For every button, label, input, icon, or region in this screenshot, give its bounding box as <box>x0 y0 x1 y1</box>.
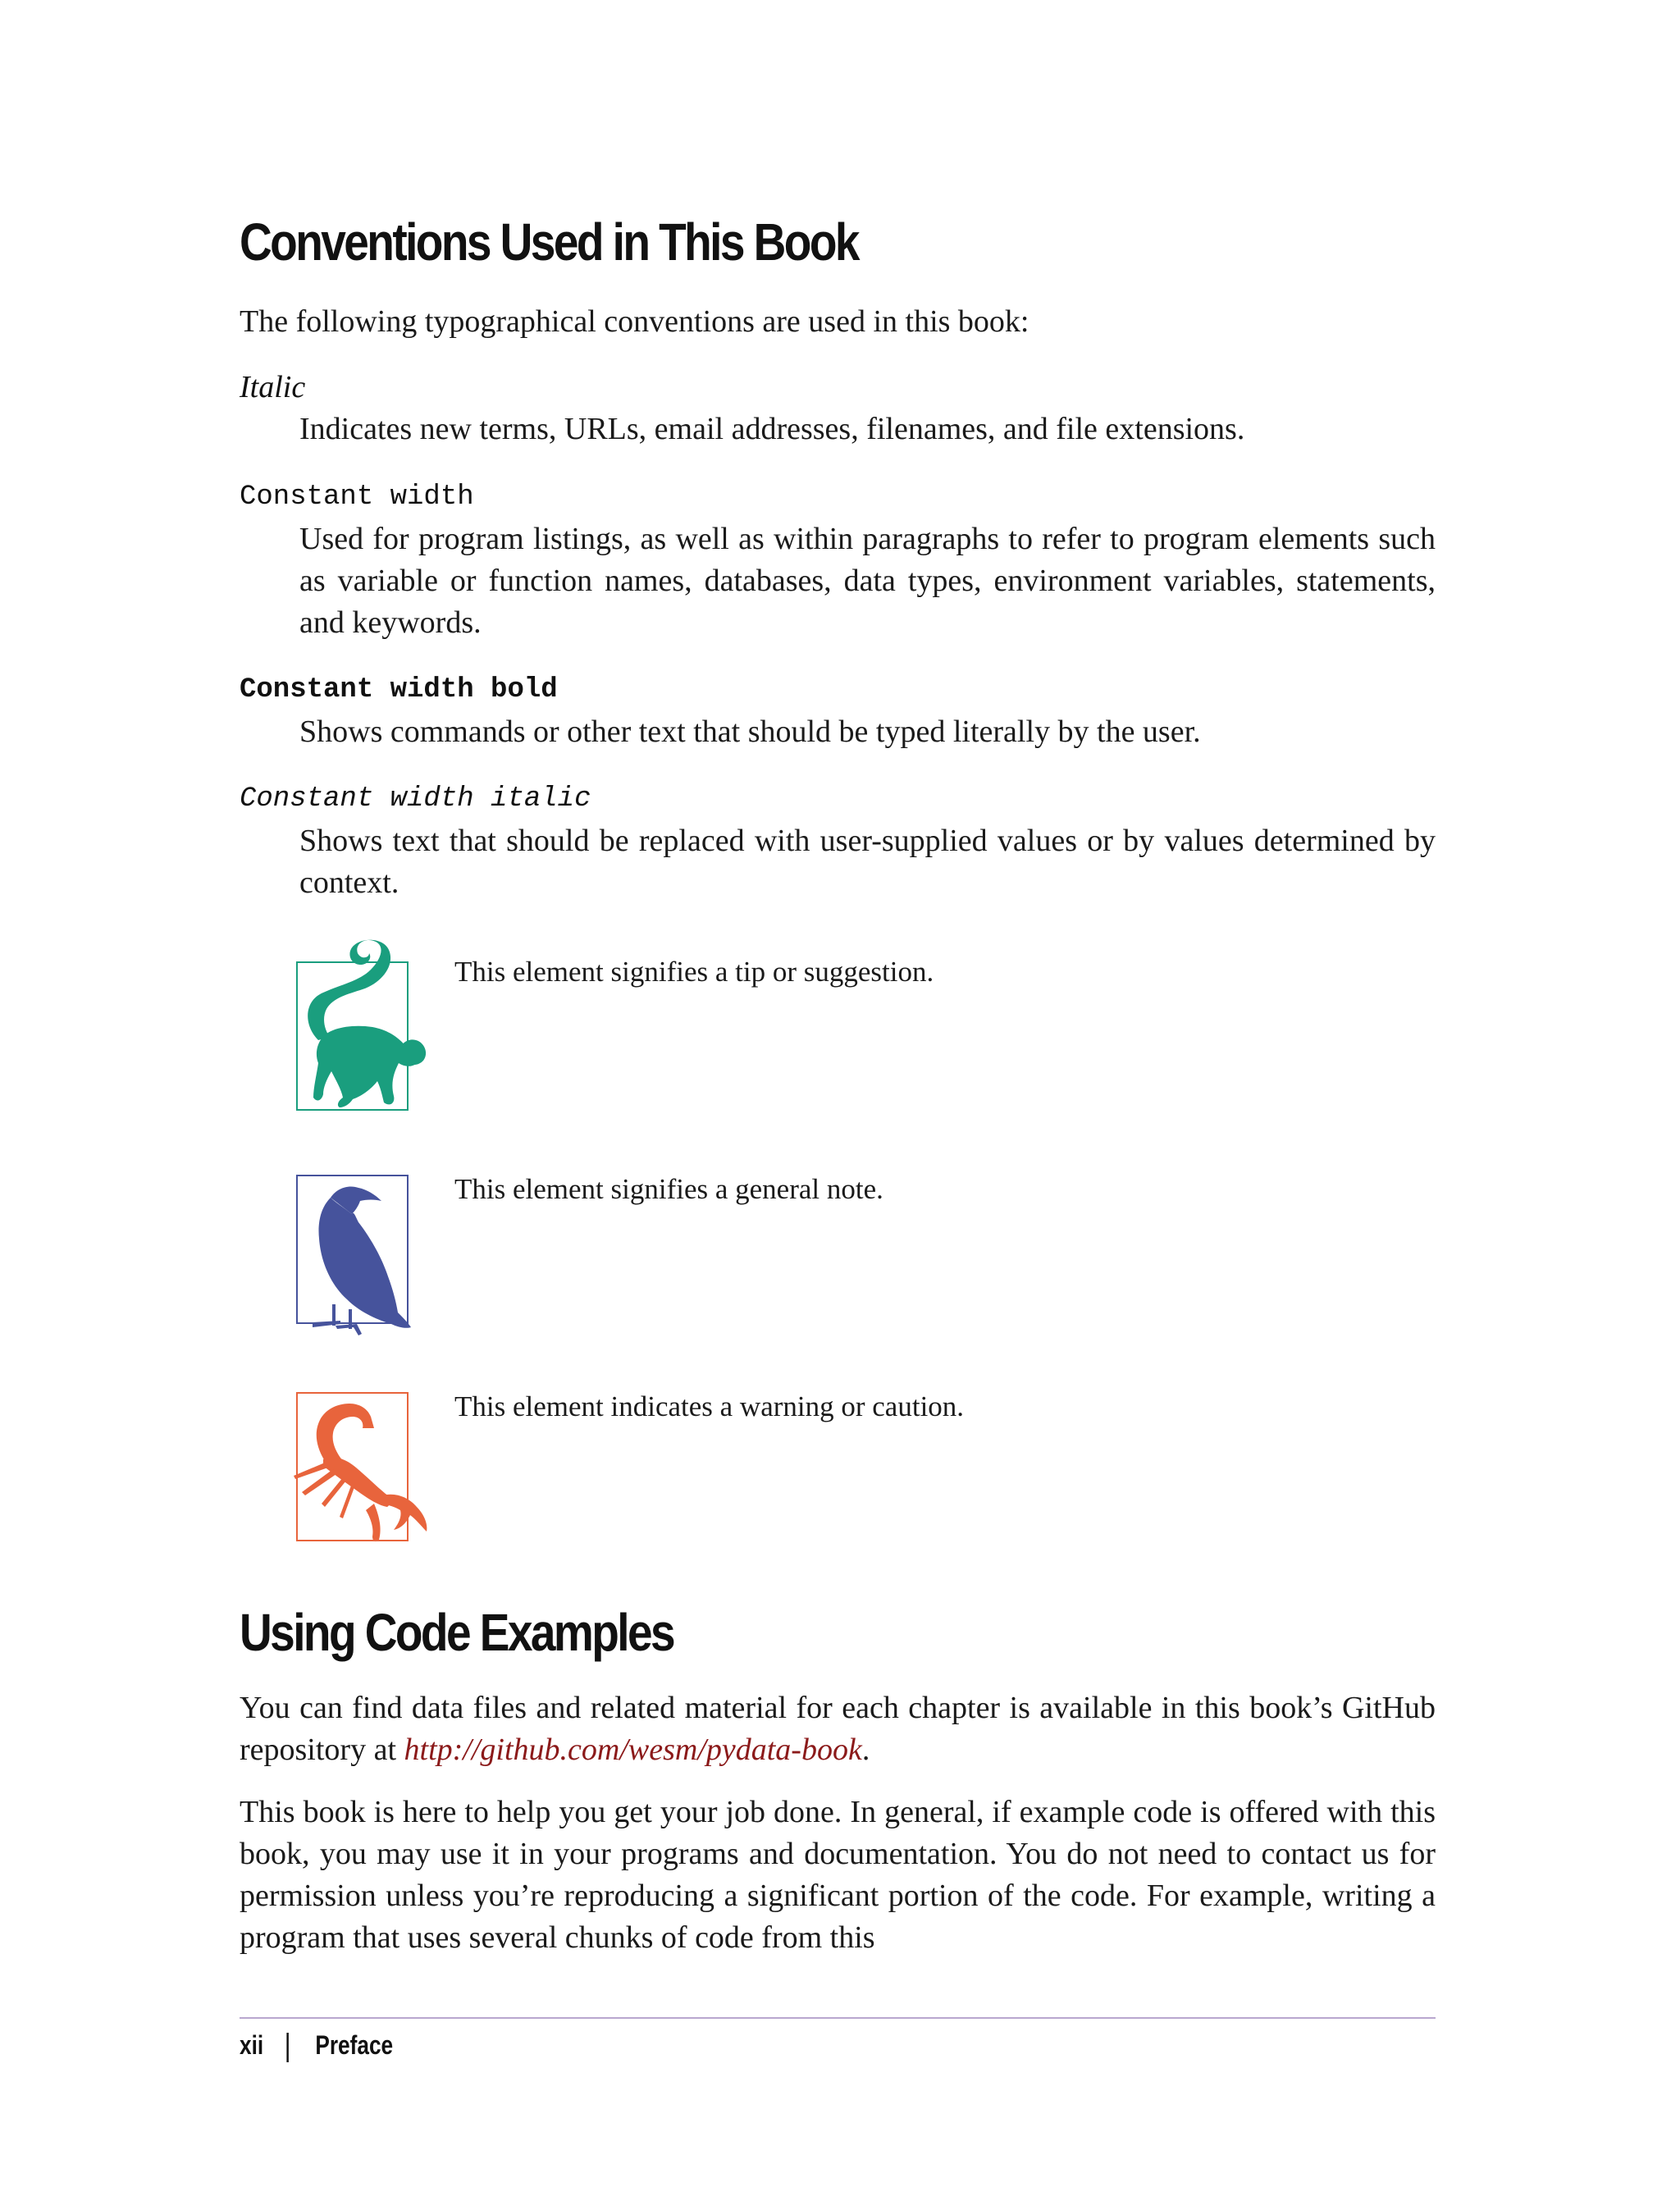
permission-paragraph: This book is here to help you get your job done. In general, if example code is offered with this book, you may use it in your programs and documentation. You do not need to contact us for permission unless you’re reproducing a significant portion of the code. For example, writing a program that uses several chunks of code from this <box>240 1795 1436 1955</box>
definition-constant-width-bold: Shows commands or other text that should be typed literally by the user. <box>299 714 1201 749</box>
tip-text: This element signifies a tip or suggestion. <box>454 956 934 988</box>
warning-text: This element indicates a warning or caution. <box>454 1390 965 1422</box>
github-paragraph <box>240 1687 1436 1771</box>
definition-constant-width-italic: Shows text that should be replaced with user-supplied values or by values determined by context. <box>299 824 1436 900</box>
term-italic: Italic <box>240 370 306 404</box>
definition-constant-width: Used for program listings, as well as within paragraphs to refer to program elements such as variable or function names, databases, data types, environment variables, statements, and keywords. <box>299 522 1436 640</box>
github-paragraph-text: You can find data files and related material for each chapter is available in this book’s GitHub repository at <box>240 1691 1436 1767</box>
section-heading-code-examples: Using Code Examples <box>240 1603 674 1662</box>
intro-paragraph: The following typographical conventions are used in this book: <box>240 304 1029 339</box>
term-constant-width: Constant width <box>240 482 474 513</box>
github-paragraph-end: . <box>861 1732 870 1767</box>
definition-italic: Indicates new terms, URLs, email addresses, filenames, and file extensions. <box>299 412 1245 446</box>
footer-rule <box>240 2017 1436 2019</box>
scorpion-warning-icon <box>271 1382 451 1554</box>
lemur-tip-icon <box>271 935 427 1132</box>
term-constant-width-italic: Constant width italic <box>240 783 591 815</box>
page-footer <box>240 2029 393 2062</box>
page-number: xii <box>240 2030 264 2060</box>
note-text: This element signifies a general note. <box>454 1173 883 1205</box>
term-constant-width-bold: Constant width bold <box>240 674 558 705</box>
crow-note-icon <box>283 1165 431 1345</box>
footer-section-title: Preface <box>315 2030 394 2060</box>
github-repo-link[interactable]: http://github.com/wesm/pydata-book <box>404 1732 862 1767</box>
footer-separator <box>286 2033 288 2062</box>
section-heading-conventions: Conventions Used in This Book <box>240 212 858 272</box>
